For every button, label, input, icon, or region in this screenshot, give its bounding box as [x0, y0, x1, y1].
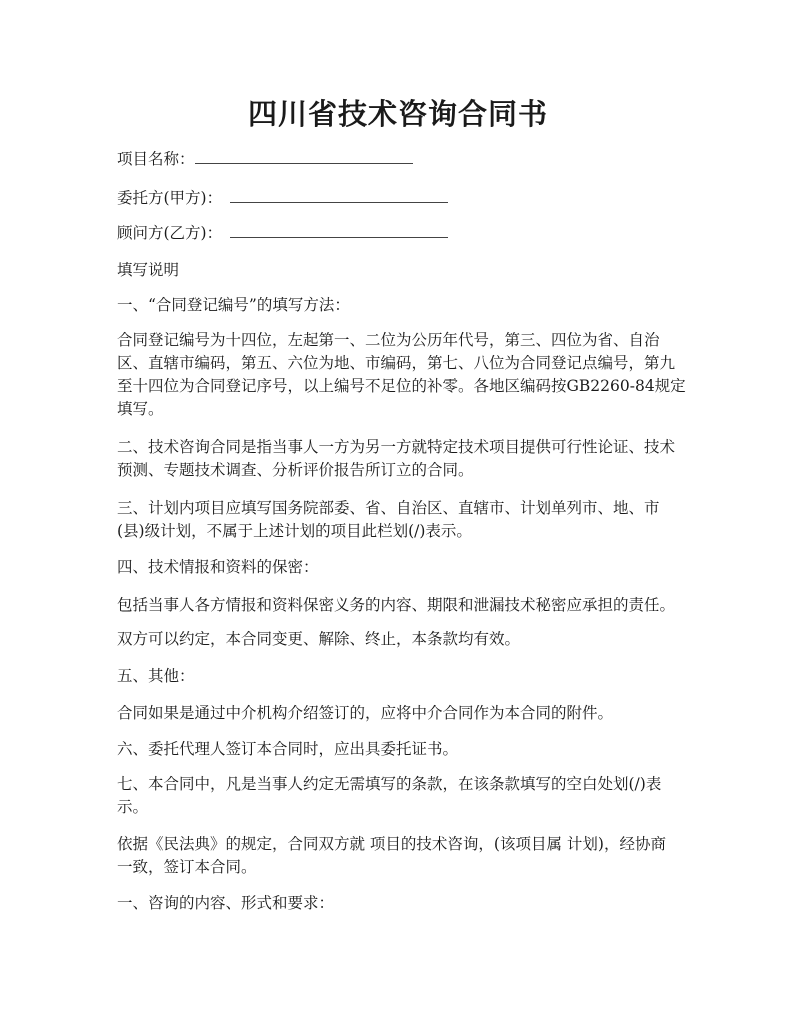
section-5-body: 合同如果是通过中介机构介绍签订的，应将中介合同作为本合同的附件。 — [117, 704, 614, 722]
section-4-body-2: 双方可以约定，本合同变更、解除、终止，本条款均有效。 — [117, 630, 521, 648]
section-2-line: 预测、专题技术调查、分析评价报告所订立的合同。 — [117, 461, 474, 479]
section-2-body — [117, 436, 682, 482]
project-name-blank[interactable] — [195, 149, 413, 164]
section-1-line: 区、直辖市编码，第五、六位为地、市编码，第七、八位为合同登记点编号，第九 — [117, 354, 676, 372]
section-1-body — [117, 329, 686, 421]
section-6-body: 六、委托代理人签订本合同时，应出具委托证书。 — [117, 740, 459, 758]
consultant-label: 顾问方(乙方)： — [117, 224, 223, 242]
contract-basis-line: 依据《民法典》的规定，合同双方就 项目的技术咨询，(该项目属 计划)，经协商 — [117, 835, 666, 853]
client-label: 委托方(甲方)： — [117, 189, 223, 207]
consultant-field — [117, 222, 687, 245]
section-4-body-1: 包括当事人各方情报和资料保密义务的内容、期限和泄漏技术秘密应承担的责任。 — [117, 596, 676, 614]
section-7-line: 示。 — [117, 798, 149, 816]
section-2-line: 二、技术咨询合同是指当事人一方为另一方就特定技术项目提供可行性论证、技术 — [117, 438, 676, 456]
project-name-field — [117, 148, 687, 171]
contract-basis-body — [117, 833, 682, 879]
section-7-line: 七、本合同中，凡是当事人约定无需填写的条款，在该条款填写的空白处划(/)表 — [117, 775, 662, 793]
section-1-line: 填写。 — [117, 400, 164, 418]
section-1-line: 至十四位为合同登记序号，以上编号不足位的补零。各地区编码按GB2260-84规定 — [117, 377, 686, 395]
section-1-heading: 一、“合同登记编号”的填写方法： — [117, 296, 350, 314]
section-3-body — [117, 497, 682, 543]
document-title: 四川省技术咨询合同书 — [247, 97, 548, 131]
project-name-label: 项目名称： — [117, 150, 195, 168]
clause-1-heading: 一、咨询的内容、形式和要求： — [117, 894, 335, 912]
section-3-line: (县)级计划，不属于上述计划的项目此栏划(/)表示。 — [117, 522, 472, 540]
contract-basis-line: 一致，签订本合同。 — [117, 858, 257, 876]
instructions-heading: 填写说明 — [117, 261, 180, 279]
section-3-line: 三、计划内项目应填写国务院部委、省、自治区、直辖市、计划单列市、地、市 — [117, 499, 660, 517]
section-7-body — [117, 773, 682, 819]
client-blank[interactable] — [230, 188, 448, 203]
section-1-line: 合同登记编号为十四位，左起第一、二位为公历年代号，第三、四位为省、自治 — [117, 331, 660, 349]
client-field — [117, 187, 687, 210]
consultant-blank[interactable] — [230, 223, 448, 238]
section-5-heading: 五、其他： — [117, 667, 195, 685]
section-4-heading: 四、技术情报和资料的保密： — [117, 558, 319, 576]
